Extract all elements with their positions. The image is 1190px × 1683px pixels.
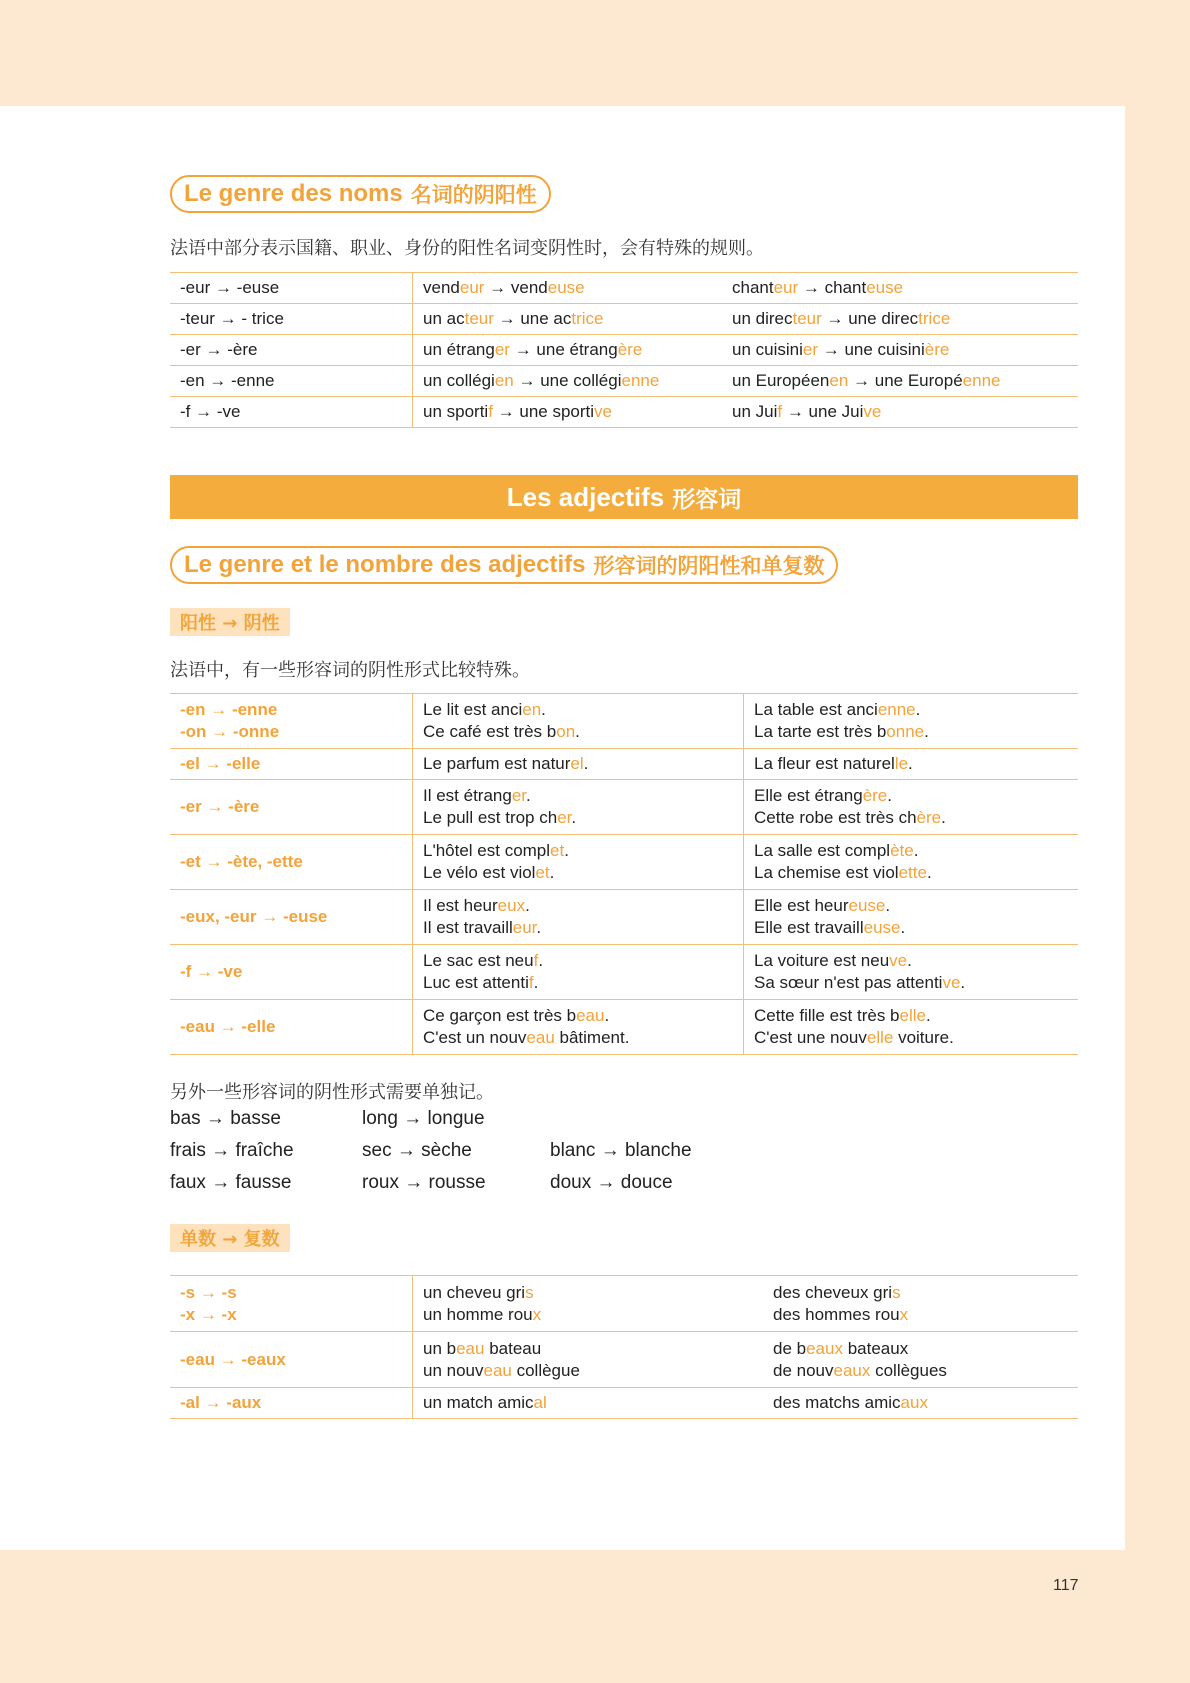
example-line: L'hôtel est complet. [423, 841, 569, 860]
masculine-cell [413, 780, 744, 835]
rule-line: -eau → -eaux [180, 1349, 286, 1369]
rule-cell: -en → -enne [170, 366, 413, 397]
example-line: La table est ancienne. [754, 700, 921, 719]
example-line: de nouveaux collègues [773, 1360, 947, 1380]
example-cell: un acteur → une actrice [413, 304, 723, 335]
irregular-form: bas → basse [170, 1108, 281, 1129]
example-line: un beau bateau [423, 1338, 542, 1358]
example-line: Luc est attentif. [423, 973, 539, 992]
highlighted-ending: on [556, 722, 576, 741]
table-row [170, 749, 1078, 780]
feminine-cell [744, 945, 1079, 1000]
table-row [170, 945, 1078, 1000]
plural-cell [763, 1332, 1078, 1388]
rule-cell [170, 780, 413, 835]
highlighted-ending: elle [866, 1028, 894, 1047]
subsection-tag-singular-plural: 单数 → 复数 [170, 1224, 290, 1252]
page-number: 117 [1053, 1577, 1079, 1594]
section-title-zh: 形容词的阴阳性和单复数 [593, 554, 825, 578]
masculine-cell [413, 835, 744, 890]
subsection-intro: 法语中，有一些形容词的阴性形式比较特殊。 [170, 660, 530, 681]
rule-cell [170, 749, 413, 780]
highlighted-ending: eur [773, 278, 799, 297]
plural-cell [763, 1388, 1078, 1419]
section-title-zh: 名词的阴阳性 [410, 183, 537, 207]
adjective-plural-table [170, 1275, 1078, 1419]
highlighted-ending: s [525, 1282, 534, 1302]
section-title-noun-gender [170, 175, 551, 213]
rule-cell [170, 890, 413, 945]
example-line: Elle est étrangère. [754, 786, 892, 805]
example-line: C'est une nouvelle voiture. [754, 1028, 954, 1047]
highlighted-ending: onne [886, 722, 925, 741]
irregular-form: roux → rousse [362, 1172, 486, 1193]
highlighted-ending: et [550, 841, 565, 860]
feminine-cell [744, 780, 1079, 835]
highlighted-ending: eau [526, 1028, 555, 1047]
rule-line: -x → -x [180, 1304, 237, 1324]
banner-title-fr: Les adjectifs [506, 481, 665, 512]
highlighted-ending: ère [617, 340, 643, 359]
rule-cell [170, 835, 413, 890]
rule-line: -f → -ve [180, 962, 243, 981]
highlighted-ending: eur [512, 918, 537, 937]
masculine-cell [413, 945, 744, 1000]
singular-cell [413, 1388, 764, 1419]
example-line: La chemise est violette. [754, 863, 932, 882]
highlighted-ending: er [511, 786, 527, 805]
highlighted-ending: x [532, 1304, 542, 1324]
highlighted-ending: eur [459, 278, 485, 297]
masculine-cell [413, 749, 744, 780]
rule-line: -eau → -elle [180, 1017, 276, 1036]
example-cell: vendeur → vendeuse [413, 273, 723, 304]
example-line: de beaux bateaux [773, 1338, 909, 1358]
rule-cell: -er → -ère [170, 335, 413, 366]
example-line: Le parfum est naturel. [423, 754, 589, 773]
table-row [170, 1332, 1078, 1388]
highlighted-ending: enne [962, 371, 1001, 390]
section-title-adjectives [170, 546, 838, 584]
rule-cell: -eur → -euse [170, 273, 413, 304]
example-line: La salle est complète. [754, 841, 919, 860]
highlighted-ending: le [894, 754, 909, 773]
example-cell: un sportif → une sportive [413, 397, 723, 428]
irregular-form: faux → fausse [170, 1172, 292, 1193]
plural-cell [763, 1276, 1078, 1332]
rule-line: -et → -ète, -ette [180, 852, 303, 871]
example-line: Ce garçon est très beau. [423, 1006, 610, 1025]
highlighted-ending: eau [576, 1006, 605, 1025]
rule-cell [170, 1388, 413, 1419]
feminine-cell [744, 1000, 1079, 1055]
highlighted-ending: et [535, 863, 550, 882]
rule-line: -el → -elle [180, 754, 261, 773]
example-cell: un cuisinier → une cuisinière [722, 335, 1078, 366]
rule-line: -s → -s [180, 1282, 237, 1302]
highlighted-ending: en [522, 700, 542, 719]
table-row [170, 1000, 1078, 1055]
highlighted-ending: en [829, 371, 849, 390]
example-line: un cheveu gris [423, 1282, 534, 1302]
table-row [170, 304, 1078, 335]
example-cell: un étranger → une étrangère [413, 335, 723, 366]
highlighted-ending: teur [464, 309, 494, 328]
highlighted-ending: ette [898, 863, 927, 882]
highlighted-ending: euse [863, 918, 901, 937]
highlighted-ending: eaux [806, 1338, 843, 1358]
banner-title-zh: 形容词 [672, 486, 742, 513]
example-line: Cette fille est très belle. [754, 1006, 931, 1025]
rule-cell: -teur → - trice [170, 304, 413, 335]
example-cell: chanteur → chanteuse [722, 273, 1078, 304]
highlighted-ending: eau [456, 1338, 485, 1358]
highlighted-ending: eaux [833, 1360, 871, 1380]
highlighted-ending: ète [890, 841, 914, 860]
highlighted-ending: x [899, 1304, 909, 1324]
rule-line: -al → -aux [180, 1393, 262, 1412]
example-line: Le sac est neuf. [423, 951, 544, 970]
irregular-form: doux → douce [550, 1172, 673, 1193]
section-title-fr: Le genre et le nombre des adjectifs [184, 551, 586, 578]
example-line: C'est un nouveau bâtiment. [423, 1028, 630, 1047]
highlighted-ending: eux [497, 896, 526, 915]
masculine-cell [413, 1000, 744, 1055]
example-line: Elle est travailleuse. [754, 918, 906, 937]
feminine-cell [744, 890, 1079, 945]
rule-line: -er → -ère [180, 797, 260, 816]
table-row [170, 1276, 1078, 1332]
rule-cell [170, 1000, 413, 1055]
irregular-form: long → longue [362, 1108, 485, 1129]
highlighted-ending: er [557, 808, 572, 827]
table-row [170, 273, 1078, 304]
example-line: La fleur est naturelle. [754, 754, 913, 773]
highlighted-ending: er [494, 340, 510, 359]
table-row [170, 366, 1078, 397]
highlighted-ending: f [488, 402, 493, 421]
example-line: Il est étranger. [423, 786, 531, 805]
highlighted-ending: s [892, 1282, 901, 1302]
feminine-cell [744, 694, 1079, 749]
rule-cell [170, 1332, 413, 1388]
example-line: La tarte est très bonne. [754, 722, 929, 741]
chapter-banner [170, 475, 1078, 519]
rule-line: -en → -enne [180, 700, 278, 719]
highlighted-ending: ère [916, 808, 942, 827]
highlighted-ending: ve [889, 951, 908, 970]
example-line: des matchs amicaux [773, 1393, 928, 1412]
example-line: Cette robe est très chère. [754, 808, 946, 827]
table-row [170, 397, 1078, 428]
example-line: Il est heureux. [423, 896, 530, 915]
example-line: Il est travailleur. [423, 918, 542, 937]
irregular-form: sec → sèche [362, 1140, 472, 1161]
highlighted-ending: euse [848, 896, 886, 915]
example-line: un match amical [423, 1393, 547, 1412]
irregular-intro: 另外一些形容词的阴性形式需要单独记。 [170, 1082, 494, 1103]
highlighted-ending: ère [862, 786, 888, 805]
example-line: Elle est heureuse. [754, 896, 891, 915]
highlighted-ending: trice [918, 309, 951, 328]
highlighted-ending: elle [899, 1006, 926, 1025]
example-cell: un Juif → une Juive [722, 397, 1078, 428]
highlighted-ending: aux [900, 1393, 928, 1412]
highlighted-ending: f [533, 951, 539, 970]
highlighted-ending: en [494, 371, 514, 390]
example-cell: un collégien → une collégienne [413, 366, 723, 397]
feminine-cell [744, 835, 1079, 890]
subsection-tag-masc-fem: 阳性 → 阴性 [170, 608, 290, 636]
example-cell: un directeur → une directrice [722, 304, 1078, 335]
adjective-gender-table [170, 693, 1078, 1055]
section-title-fr: Le genre des noms [184, 180, 403, 207]
highlighted-ending: al [533, 1393, 547, 1412]
highlighted-ending: enne [877, 700, 916, 719]
table-row [170, 694, 1078, 749]
masculine-cell [413, 890, 744, 945]
highlighted-ending: f [777, 402, 783, 421]
table-row [170, 1388, 1078, 1419]
singular-cell [413, 1332, 764, 1388]
irregular-form: frais → fraîche [170, 1140, 294, 1161]
example-cell: un Européenen → une Européenne [722, 366, 1078, 397]
masculine-cell [413, 694, 744, 749]
table-row [170, 780, 1078, 835]
example-line: La voiture est neuve. [754, 951, 912, 970]
rule-cell [170, 694, 413, 749]
example-line: Ce café est très bon. [423, 722, 580, 741]
highlighted-ending: euse [547, 278, 585, 297]
example-line: un homme roux [423, 1304, 542, 1324]
highlighted-ending: enne [621, 371, 660, 390]
example-line: des hommes roux [773, 1304, 909, 1324]
feminine-cell [744, 749, 1079, 780]
highlighted-ending: ve [942, 973, 961, 992]
noun-gender-table [170, 272, 1078, 428]
rule-cell [170, 945, 413, 1000]
table-row [170, 890, 1078, 945]
highlighted-ending: el [570, 754, 584, 773]
highlighted-ending: ve [594, 402, 613, 421]
example-line: des cheveux gris [773, 1282, 901, 1302]
example-line: Le vélo est violet. [423, 863, 555, 882]
rule-line: -on → -onne [180, 722, 280, 741]
highlighted-ending: eau [483, 1360, 512, 1380]
rule-cell [170, 1276, 413, 1332]
rule-cell: -f → -ve [170, 397, 413, 428]
table-row [170, 335, 1078, 366]
highlighted-ending: f [528, 973, 534, 992]
table-row [170, 835, 1078, 890]
highlighted-ending: er [802, 340, 818, 359]
highlighted-ending: teur [792, 309, 822, 328]
highlighted-ending: trice [571, 309, 604, 328]
example-line: Sa sœur n'est pas attentive. [754, 973, 966, 992]
irregular-form: blanc → blanche [550, 1140, 692, 1161]
section-intro: 法语中部分表示国籍、职业、身份的阳性名词变阴性时，会有特殊的规则。 [170, 238, 764, 259]
highlighted-ending: euse [866, 278, 904, 297]
singular-cell [413, 1276, 764, 1332]
highlighted-ending: ve [863, 402, 882, 421]
example-line: Le pull est trop cher. [423, 808, 577, 827]
example-line: un nouveau collègue [423, 1360, 580, 1380]
example-line: Le lit est ancien. [423, 700, 546, 719]
highlighted-ending: ère [924, 340, 950, 359]
rule-line: -eux, -eur → -euse [180, 907, 328, 926]
